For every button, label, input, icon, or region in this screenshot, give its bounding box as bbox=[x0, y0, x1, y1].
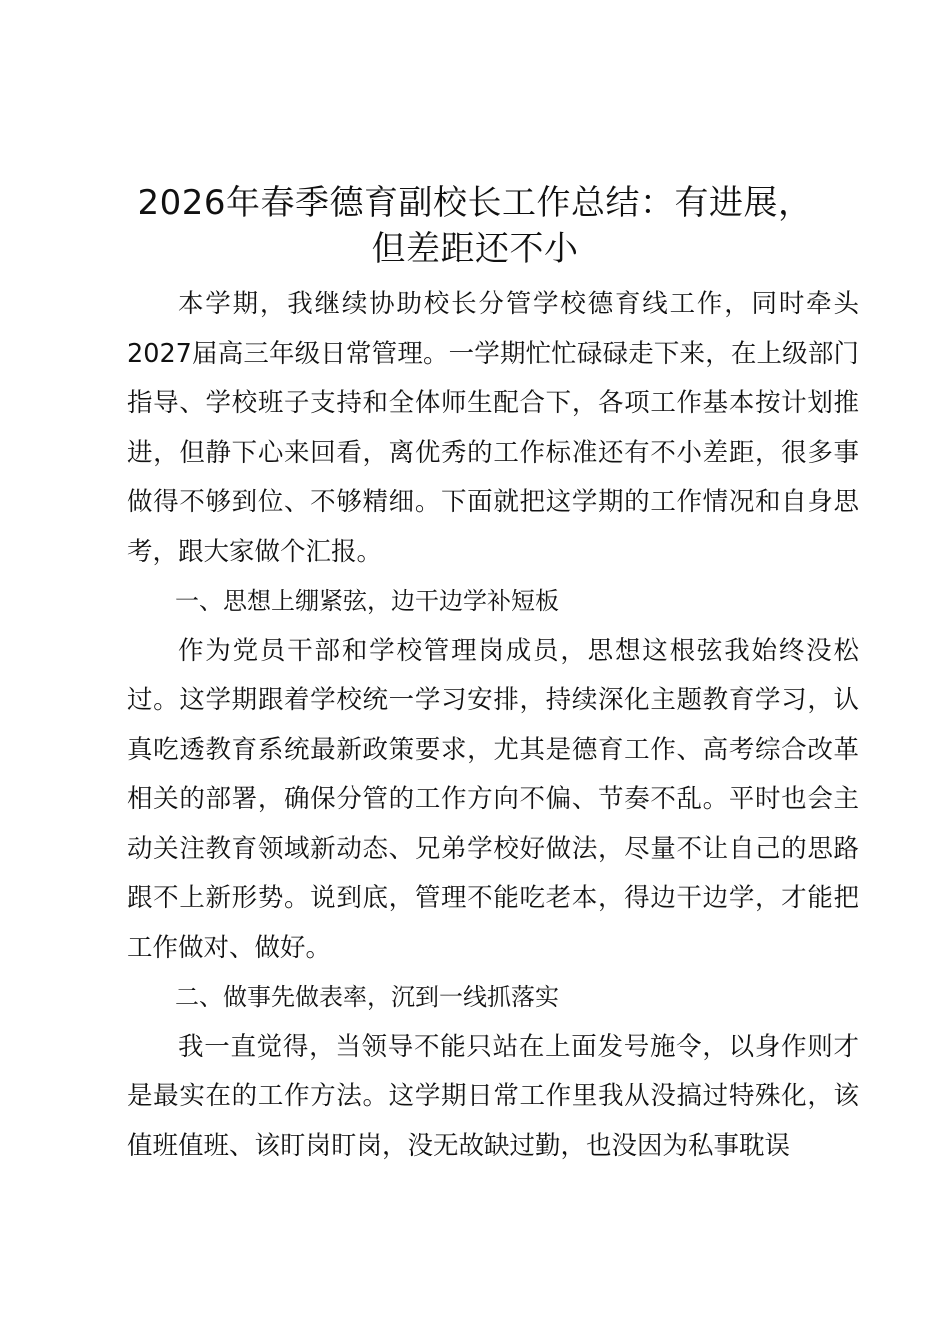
document-body bbox=[127, 280, 859, 1171]
section-2-paragraph: 我一直觉得，当领导不能只站在上面发号施令，以身作则才是最实在的工作方法。这学期日常工作里我从没搞过特殊化，该值班值班、该盯岗盯岗，没无故缺过勤，也没因为私事耽误 bbox=[127, 1031, 859, 1161]
section-heading-1: 一、思想上绷紧弦，边干边学补短板 bbox=[175, 587, 559, 615]
section-heading-2: 二、做事先做表率，沉到一线抓落实 bbox=[175, 983, 559, 1011]
section-1-paragraph: 作为党员干部和学校管理岗成员，思想这根弦我始终没松过。这学期跟着学校统一学习安排，持续深化主题教育学习，认真吃透教育系统最新政策要求，尤其是德育工作、高考综合改革相关的部署，确保分管的工作方向不偏、节奏不乱。平时也会主动关注教育领域新动态、兄弟学校好做法，尽量不让自己的思路跟不上新形势。说到底，管理不能吃老本，得边干边学，才能把工作做对、做好。 bbox=[127, 635, 859, 963]
title-line-1: 2026年春季德育副校长工作总结：有进展， bbox=[137, 183, 813, 223]
title-line-2: 但差距还不小 bbox=[371, 229, 579, 269]
document-title bbox=[100, 180, 850, 272]
intro-paragraph: 本学期，我继续协助校长分管学校德育线工作，同时牵头2027届高三年级日常管理。一学期忙忙碌碌走下来，在上级部门指导、学校班子支持和全体师生配合下，各项工作基本按计划推进，但静下心来回看，离优秀的工作标准还有不小差距，很多事做得不够到位、不够精细。下面就把这学期的工作情况和自身思考，跟大家做个汇报。 bbox=[127, 289, 859, 567]
